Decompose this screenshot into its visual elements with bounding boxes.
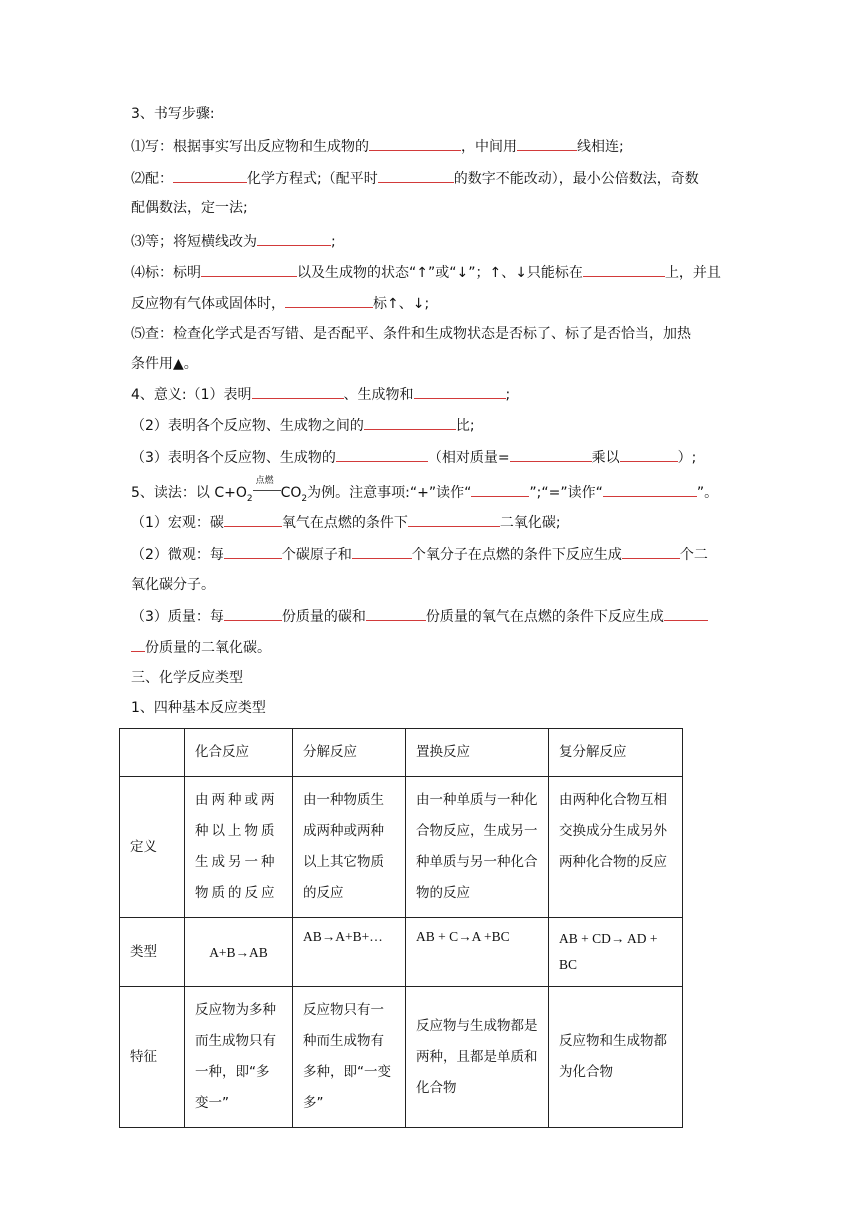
blank[interactable] <box>201 262 297 277</box>
row-label: 特征 <box>120 987 185 1128</box>
blank[interactable] <box>408 512 500 527</box>
blank[interactable] <box>336 447 428 462</box>
step-heading: 3、书写步骤: <box>131 106 215 122</box>
blank[interactable] <box>510 447 592 462</box>
blank[interactable] <box>285 293 373 308</box>
blank[interactable] <box>517 136 577 151</box>
reading-mass-line2: 份质量的二氧化碳。 <box>131 637 271 658</box>
blank[interactable] <box>583 262 665 277</box>
table-cell: 反应物与生成物都是两种，且都是单质和化合物 <box>406 987 549 1128</box>
table-row <box>120 987 683 1128</box>
step-mark-line2: 反应物有气体或固体时， 标↑、↓; <box>131 293 429 314</box>
blank[interactable] <box>352 544 412 559</box>
blank[interactable] <box>664 606 708 621</box>
table-cell: 由两种或两种以上物质生成另一种物质的反应 <box>185 777 293 918</box>
row-label: 定义 <box>120 777 185 918</box>
reaction-condition: 点燃 <box>253 483 281 497</box>
step-write: ⑴写：根据事实写出反应物和生成物的 ，中间用 线相连; <box>131 136 624 157</box>
table-cell: 反应物只有一种而生成物有多种，即“一变多” <box>293 987 406 1128</box>
table-cell: 反应物和生成物都为化合物 <box>549 987 683 1128</box>
reading-macro: （1）宏观：碳 氧气在点燃的条件下 二氧化碳; <box>131 512 561 533</box>
table-header-cell: 分解反应 <box>293 729 406 777</box>
table-header-cell <box>120 729 185 777</box>
meaning-2: （2）表明各个反应物、生成物之间的 比; <box>131 415 475 436</box>
row-label: 类型 <box>120 918 185 987</box>
blank[interactable] <box>369 136 461 151</box>
table-cell: 反应物为多种而生成物只有一种，即“多变一” <box>185 987 293 1128</box>
blank[interactable] <box>364 415 456 430</box>
blank[interactable] <box>414 384 506 399</box>
step-check-line2: 条件用▲。 <box>131 356 198 372</box>
table-header-cell: 置换反应 <box>406 729 549 777</box>
reading-micro: （2）微观：每 个碳原子和 个氧分子在点燃的条件下反应生成 个二 <box>131 544 708 565</box>
table-cell: 由一种单质与一种化合物反应，生成另一种单质与另一种化合物的反应 <box>406 777 549 918</box>
blank[interactable] <box>224 512 282 527</box>
table-cell: A+B→AB <box>185 918 293 987</box>
table-header-cell: 化合反应 <box>185 729 293 777</box>
blank[interactable] <box>471 482 529 497</box>
blank[interactable] <box>252 384 344 399</box>
subsection-heading: 1、四种基本反应类型 <box>131 700 266 716</box>
table-cell: AB + C→A +BC <box>406 918 549 987</box>
blank[interactable] <box>224 544 282 559</box>
blank[interactable] <box>257 231 331 246</box>
step-balance: ⑵配： 化学方程式;（配平时 的数字不能改动），最小公倍数法，奇数 <box>131 168 699 189</box>
reading-method: 5、读法：以 $C+O_2$ 点燃 $CO_2$为例。注意事项:“+”读作“ ”;“=”读作“ ”。 <box>131 476 719 504</box>
table-header-row <box>120 729 683 777</box>
blank[interactable] <box>622 544 680 559</box>
step-check: ⑸查：检查化学式是否写错、是否配平、条件和生成物状态是否标了、标了是否恰当，加热 <box>131 326 691 342</box>
table-cell: 由一种物质生成两种或两种以上其它物质的反应 <box>293 777 406 918</box>
table-row <box>120 918 683 987</box>
blank[interactable] <box>224 606 282 621</box>
table-row <box>120 777 683 918</box>
blank[interactable] <box>173 168 247 183</box>
table-cell: 由两种化合物互相交换成分生成另外两种化合物的反应 <box>549 777 683 918</box>
section-heading: 三、化学反应类型 <box>131 670 243 686</box>
blank[interactable] <box>378 168 454 183</box>
step-mark: ⑷标：标明 以及生成物的状态“↑”或“↓”；↑、↓只能标在 上，并且 <box>131 262 721 283</box>
blank[interactable] <box>603 482 697 497</box>
table-cell: AB→A+B+… <box>293 918 406 987</box>
reading-mass: （3）质量：每 份质量的碳和 份质量的氧气在点燃的条件下反应生成 <box>131 606 708 627</box>
reading-micro-line2: 氧化碳分子。 <box>131 577 215 593</box>
meaning-3: （3）表明各个反应物、生成物的 （相对质量= 乘以 ）; <box>131 447 696 468</box>
blank[interactable] <box>131 637 145 652</box>
step-balance-line2: 配偶数法，定一法; <box>131 200 248 216</box>
blank[interactable] <box>366 606 426 621</box>
blank[interactable] <box>620 447 678 462</box>
reaction-types-table <box>119 728 683 1128</box>
table-header-cell: 复分解反应 <box>549 729 683 777</box>
meaning-1: 4、意义:（1）表明 、生成物和 ; <box>131 384 510 405</box>
table-cell: AB + CD→ AD + BC <box>549 918 683 987</box>
step-equal: ⑶等；将短横线改为 ; <box>131 231 336 252</box>
